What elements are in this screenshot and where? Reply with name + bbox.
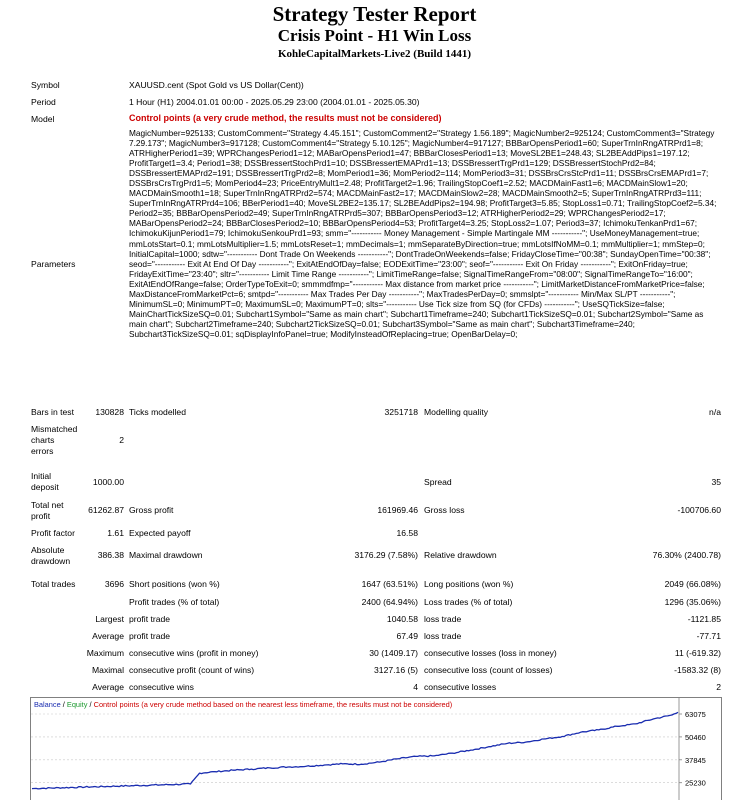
avg-losses-value: 2: [716, 682, 721, 692]
mismatch-label-1: Mismatched: [31, 424, 78, 434]
max-wins-label: consecutive wins (profit in money): [129, 648, 259, 658]
maxdd-value: 3176.29 (7.58%): [354, 550, 418, 560]
deposit-value: 1000.00: [92, 477, 124, 487]
parameters-value: MagicNumber=925133; CustomComment="Strategy 4.45.151"; CustomComment2="Strategy 1.56.189"; MagicNumber2=925124; CustomComment3="Strategy 7.29.173"; MagicNumber3=917128; CustomComment4="Strategy 5.10.125"; MagicNumber4=917127; BBBarOpensPeriod1=60; SuperTrnInRngATRPrd1=8; ATRHigherPeriod1=39; WPRChangesPeriod1=12; MABarOpensPeriod1=47; BBBarClosesPeriod1=13; MoveSL2BE1=248.43; SL2BEAddPips1=197.12; ProfitTarget1=3.4; Period1=38; DSSBressertStochPrd1=10; DSSBressertEMAPrd1=13; DSSBressertTrgPrd1=129; DSSBressertStochPrd2=84; DSSBressertEMAPrd2=191; DSSBressertTrgPrd2=8; MomPeriod1=36; MomPeriod2=114; MomPeriod3=31; DSSBrsCrsStcPrd1=11; DSSBrsCrsEMAPrd1=7; DSSBrsCrsTrgPrd1=5; MomPeriod4=23; PriceEntryMult1=2.48; ProfitTarget2=1.96; TrailingStopCoef1=2.52; MACDMainFast1=6; MACDMainSlow1=20; MACDMainSmooth1=18; SuperTrnInRngATRPrd2=574; MACDMainFast2=17; MACDMainSlow2=28; MACDMainSmooth2=5; SuperTrnInRngATRPrd3=111; SuperTrnInRngATRPrd4=106; BBerPeriod1=40; MoveSL2BE2=135.17; SL2BEAddPips2=194.98; ProfitTarget3=5.85; StopLoss1=0.71; TrailingStopCoef2=5.34; Period2=35; BBBarOpensPeriod2=49; SuperTrnInRngATRPrd5=307; BBBarOpensPeriod3=12; ATRHigherPeriod2=29; WPRChangesPeriod2=17; MABarOpensPeriod2=24; BBBarClosesPeriod2=10; BBBarOpensPeriod4=53; ProfitTarget4=3.25; StopLoss2=1.07; Period3=37; IchimokuTenkanPrd1=67; IchimokuKijunPeriod1=79; IchimokuSenkouPrd1=93; smm="----------- Money Management - Simple Martingale MM -----------"; UseMoneyManagement=true; mmLotsStart=0.1; mmLotsMultiplier=1.5; mmLotsReset=1; mmDecimals=1; mmSeparateByDirection=true; mmLotsIfNoMM=0.1; mmMultiplier=1; mmStep=0; InitialCapital=1000; sdtw="----------- Dont Trade On Weekends -----------"; DontTradeOnWeekends=false; FridayCloseTime="00:38"; SundayOpenTime="00:38"; seod="----------- Exit At End Of Day -----------"; ExitAtEndOfDay=false; EODExitTime="23:00"; seof="----------- Exit On Friday -----------"; ExitOnFriday=true; FridayExitTime="23:40"; sltr="----------- Limit Time Range -----------"; LimitTimeRange=false; SignalTimeRangeFrom="08:00"; SignalTimeRangeTo="16:00"; ExitAtEndOfRange=false; OrderTypeToExit=0; smmmdfmp="----------- Max distance from market price -----------"; LimitMarketDistanceFromMarketPrice=false; MaxDistanceFromMarketPct=6; smtpd="----------- Max Trades Per Day -----------"; MaxTradesPerDay=0; smmslpt="----------- Min/Max SL/PT -----------"; MinimumSL=0; MinimumPT=0; MaximumSL=0; MaximumPT=0; slts="----------- Use Tick size from SQ (for CFDs) -----------"; UseSQTickSize=false; MainChartTickSizeSQ=0.01; Subchart1Symbol="Same as main chart"; Subchart1Timeframe=240; Subchart1TickSizeSQ=0.01; Subchart2Symbol="Same as main chart"; Subchart2Timeframe=240; Subchart2TickSizeSQ=0.01; Subchart3Symbol="Same as main chart"; Subchart3Timeframe=240; Subchart3TickSizeSQ=0.01; sqDisplayInfoPanel=true; ModifyInsteadOfReplacing=true; OpenBarDelay=0;: [129, 128, 717, 339]
average-loss-value: -77.71: [696, 631, 721, 641]
symbol-label: Symbol: [31, 80, 60, 90]
mismatch-label-3: errors: [31, 446, 54, 456]
bars-label: Bars in test: [31, 407, 74, 417]
y-tick-label: 50460: [685, 732, 706, 742]
long-value: 2049 (66.08%): [664, 579, 721, 589]
profit-factor-value: 1.61: [107, 528, 124, 538]
profit-trades-value: 2400 (64.94%): [361, 597, 418, 607]
maxl-loss-label: consecutive loss (count of losses): [424, 665, 553, 675]
largest-profit-label: profit trade: [129, 614, 171, 624]
max-losses-label: consecutive losses (loss in money): [424, 648, 557, 658]
average-loss-label: loss trade: [424, 631, 462, 641]
loss-trades-label: Loss trades (% of total): [424, 597, 513, 607]
avg-wins-label: consecutive wins: [129, 682, 194, 692]
legend-equity: Equity: [66, 700, 88, 709]
absdd-label-2: drawdown: [31, 556, 71, 566]
netprofit-value: 61262.87: [88, 505, 124, 515]
y-tick-label: 37845: [685, 755, 706, 765]
deposit-label-1: Initial: [31, 471, 52, 481]
profit-factor-label: Profit factor: [31, 528, 75, 538]
period-label: Period: [31, 97, 56, 107]
model-value: Control points (a very crude method, the results must not be considered): [129, 113, 442, 123]
maxdd-label: Maximal drawdown: [129, 550, 203, 560]
spread-value: 35: [711, 477, 721, 487]
quality-label: Modelling quality: [424, 407, 489, 417]
legend-separator: /: [87, 700, 94, 709]
max-losses-value: 11 (-619.32): [674, 648, 721, 658]
deposit-label-2: deposit: [31, 482, 59, 492]
absdd-label-1: Absolute: [31, 545, 65, 555]
short-value: 1647 (63.51%): [361, 579, 418, 589]
average-label: Average: [92, 631, 124, 641]
grossprofit-label: Gross profit: [129, 505, 174, 515]
largest-label: Largest: [95, 614, 124, 624]
y-tick-label: 63075: [685, 710, 706, 719]
netprofit-label-1: Total net: [31, 500, 64, 510]
mismatch-value: 2: [119, 435, 124, 445]
report-title: Strategy Tester Report: [272, 2, 477, 26]
balance-series-line: [32, 712, 678, 789]
expected-payoff-value: 16.58: [396, 528, 418, 538]
y-tick-label: 25230: [685, 778, 706, 788]
grossprofit-value: 161969.46: [377, 505, 418, 515]
average-profit-label: profit trade: [129, 631, 171, 641]
maxl-loss-value: -1583.32 (8): [674, 665, 721, 675]
loss-trades-value: 1296 (35.06%): [664, 597, 721, 607]
avg-losses-label: consecutive losses: [424, 682, 497, 692]
report-server: KohleCapitalMarkets-Live2 (Build 1441): [277, 48, 472, 60]
grossloss-value: -100706.60: [677, 505, 721, 515]
long-label: Long positions (won %): [424, 579, 514, 589]
spread-label: Spread: [424, 477, 452, 487]
maximum-label: Maximum: [86, 648, 124, 658]
total-trades-value: 3696: [104, 579, 124, 589]
period-value: 1 Hour (H1) 2004.01.01 00:00 - 2025.05.29 23:00 (2004.01.01 - 2025.05.30): [129, 97, 420, 107]
chart-legend: [34, 700, 452, 709]
symbol-value: XAUUSD.cent (Spot Gold vs US Dollar(Cent)): [129, 80, 304, 90]
largest-profit-value: 1040.58: [386, 614, 418, 624]
balance-chart: [30, 697, 722, 800]
mismatch-label-2: charts: [31, 435, 55, 445]
netprofit-label-2: profit: [31, 511, 51, 521]
ticks-value: 3251718: [384, 407, 418, 417]
ticks-label: Ticks modelled: [129, 407, 186, 417]
maxl-profit-value: 3127.16 (5): [374, 665, 418, 675]
parameters-label: Parameters: [31, 259, 76, 269]
average-profit-value: 67.49: [396, 631, 418, 641]
absdd-value: 386.38: [97, 550, 124, 560]
expected-payoff-label: Expected payoff: [129, 528, 191, 538]
maximal-label: Maximal: [92, 665, 124, 675]
total-trades-label: Total trades: [31, 579, 76, 589]
maxl-profit-label: consecutive profit (count of wins): [129, 665, 255, 675]
avg-cons-label: Average: [92, 682, 124, 692]
report-subtitle: Crisis Point - H1 Win Loss: [277, 26, 472, 45]
model-label: Model: [31, 114, 55, 124]
quality-value: n/a: [709, 407, 721, 417]
legend-balance: Balance: [34, 700, 61, 709]
legend-control-points: Control points (a very crude method based on the nearest less timeframe, the results must not be considered): [93, 700, 453, 709]
profit-trades-label: Profit trades (% of total): [129, 597, 220, 607]
reldd-value: 76.30% (2400.78): [652, 550, 721, 560]
grossloss-label: Gross loss: [424, 505, 465, 515]
bars-value: 130828: [95, 407, 124, 417]
short-label: Short positions (won %): [129, 579, 220, 589]
balance-chart-svg: [31, 698, 721, 800]
largest-loss-value: -1121.85: [687, 614, 721, 624]
largest-loss-label: loss trade: [424, 614, 462, 624]
legend-separator: /: [60, 700, 67, 709]
avg-wins-value: 4: [413, 682, 418, 692]
max-wins-value: 30 (1409.17): [369, 648, 418, 658]
reldd-label: Relative drawdown: [424, 550, 497, 560]
